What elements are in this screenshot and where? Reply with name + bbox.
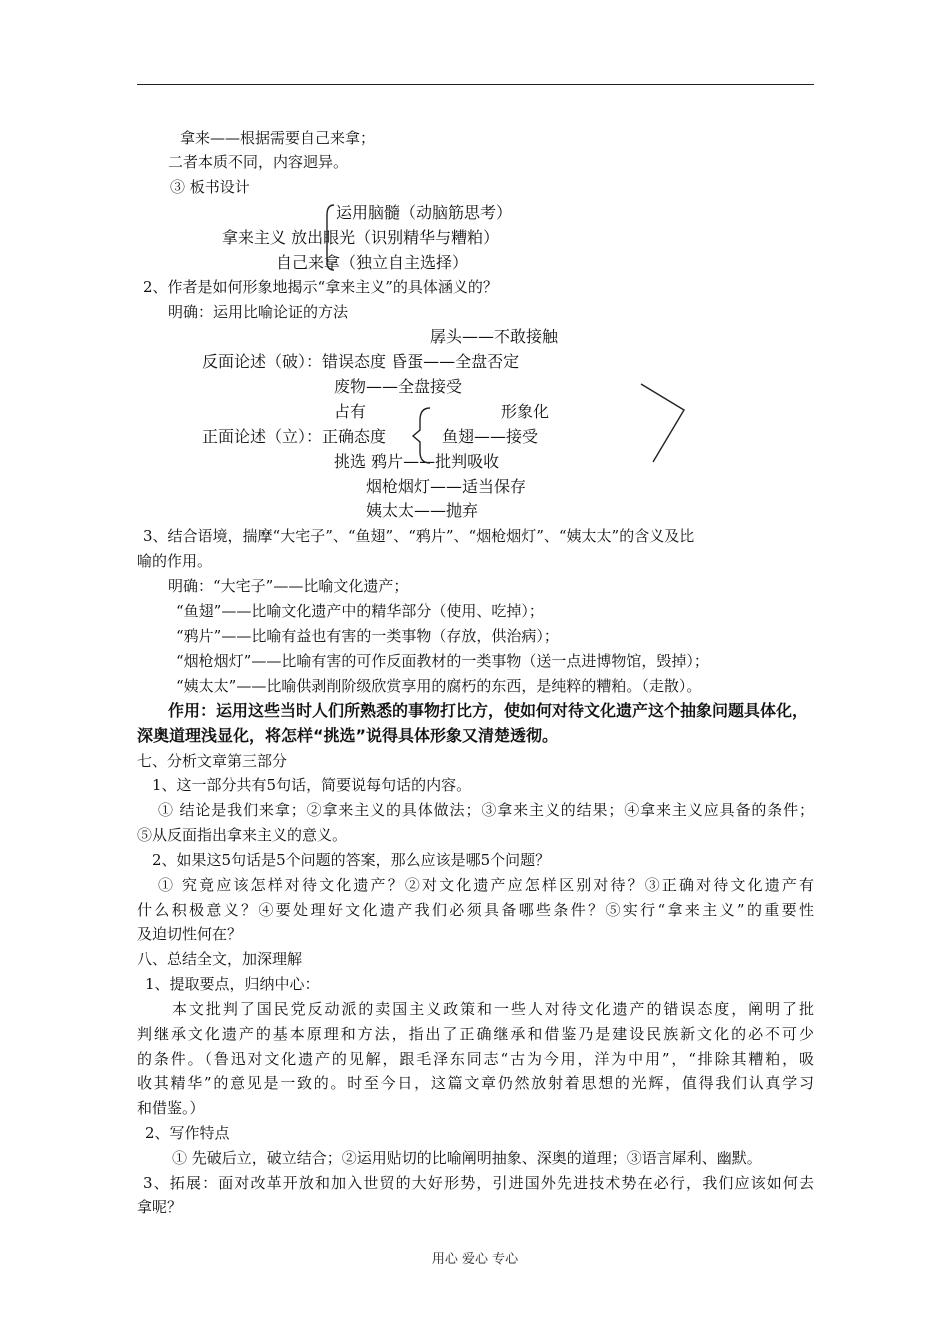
angle-bracket	[641, 384, 684, 462]
answer-line: ① 究竟应该怎样对待文化遗产？②对文化遗产应怎样区别对待？③正确对待文化遗产有	[158, 876, 814, 894]
section-heading: 八、总结全文，加深理解	[137, 950, 303, 968]
question-2: 2、作者是如何形象地揭示“拿来主义”的具体涵义的？	[143, 278, 498, 296]
board-design-line: 运用脑髓（动脑筋思考）	[336, 203, 513, 222]
paragraph-line: 和借鉴。）	[137, 1099, 205, 1117]
diagram-line: 废物——全盘接受	[334, 377, 463, 396]
diagram-line: 正面论述（立）：正确态度	[202, 427, 387, 446]
diagram-line: 反面论述（破）：错误态度 昏蛋——全盘否定	[202, 352, 520, 371]
question-3: 喻的作用。	[137, 552, 213, 570]
answer-line: ① 先破后立，破立结合；②运用贴切的比喻阐明抽象、深奥的道理；③语言犀利、幽默。	[172, 1149, 762, 1167]
paragraph-line: 收其精华”的意见是一致的。时至今日，这篇文章仍然放射着思想的光辉，值得我们认真学习	[137, 1074, 814, 1092]
answer-line: “烟枪烟灯”——比喻有害的可作反面教材的一类事物（送一点进博物馆，毁掉）；	[176, 652, 709, 670]
question-line: 拿呢？	[137, 1198, 183, 1216]
question-line: 1、提取要点，归纳中心：	[145, 975, 320, 993]
question-line: 3、拓展：面对改革开放和加入世贸的大好形势，引进国外先进技术势在必行，我们应该如何去	[143, 1174, 814, 1192]
question-3: 3、结合语境，揣摩“大宅子”、“鱼翅”、“鸦片”、“烟枪烟灯”、“姨太太”的含义及比	[143, 527, 695, 545]
section-heading: 七、分析文章第三部分	[137, 752, 288, 770]
board-design-line: 拿来主义 放出眼光（识别精华与糟粕）	[222, 228, 500, 247]
effect-line: 作用：运用这些当时人们所熟悉的事物打比方，使如何对待文化遗产这个抽象问题具体化，	[168, 701, 809, 720]
board-design-line: 自己来拿（独立自主选择）	[276, 253, 469, 272]
paragraph-line: 的条件。（鲁迅对文化遗产的见解，跟毛泽东同志“古为今用，洋为中用”，“排除其糟粕，吸	[137, 1050, 814, 1068]
diagram-line: 孱头——不敢接触	[430, 327, 559, 346]
paragraph-line: 判继承文化遗产的基本原理和方法，指出了正确继承和借鉴乃是建设民族新文化的必不可少	[137, 1025, 814, 1043]
answer-line: “鸦片”——比喻有益也有害的一类事物（存放，供治病）；	[176, 627, 559, 645]
page-footer: 用心 爱心 专心	[431, 1252, 519, 1267]
question-line: 2、如果这5句话是5个问题的答案，那么应该是哪5个问题？	[152, 851, 551, 869]
diagram-line: 形象化	[501, 402, 550, 421]
question-line: 2、写作特点	[145, 1124, 230, 1142]
answer-line: 明确：运用比喻论证的方法	[168, 303, 349, 321]
answer-line: 及迫切性何在？	[137, 925, 243, 943]
text-line: 拿来——根据需要自己来拿；	[180, 129, 376, 147]
diagram-line: 挑选 鸦片——批判吸收	[334, 452, 500, 471]
answer-line: “姨太太”——比喻供剥削阶级欣赏享用的腐朽的东西，是纯粹的糟粕。（走散）。	[176, 677, 702, 695]
text-line: ③ 板书设计	[170, 178, 250, 196]
diagram-line: 占有	[334, 402, 367, 421]
paragraph-line: 本文批判了国民党反动派的卖国主义政策和一些人对待文化遗产的错误态度，阐明了批	[172, 1000, 814, 1018]
answer-line: ① 结论是我们来拿；②拿来主义的具体做法；③拿来主义的结果；④拿来主义应具备的条件；	[158, 801, 814, 819]
diagram-line: 姨太太——抛弃	[366, 501, 479, 520]
diagram-line: 烟枪烟灯——适当保存	[366, 477, 527, 496]
board-brace	[327, 205, 334, 270]
effect-line: 深奥道理浅显化，将怎样“挑选”说得具体形象又清楚透彻。	[137, 726, 559, 745]
question-line: 1、这一部分共有5句话，简要说每句话的内容。	[152, 776, 472, 794]
answer-line: “鱼翅”——比喻文化遗产中的精华部分（使用、吃掉）；	[176, 602, 544, 620]
text-line: 二者本质不同，内容迥异。	[168, 153, 349, 171]
answer-line: ⑤从反面指出拿来主义的意义。	[137, 826, 348, 844]
curly-brace	[413, 408, 430, 463]
diagram-line: 鱼翅——接受	[442, 427, 539, 446]
answer-line: 什么积极意义？④要处理好文化遗产我们必须具备哪些条件？⑤实行“拿来主义”的重要性	[137, 901, 814, 919]
answer-line: 明确：“大宅子”——比喻文化遗产；	[168, 577, 409, 595]
